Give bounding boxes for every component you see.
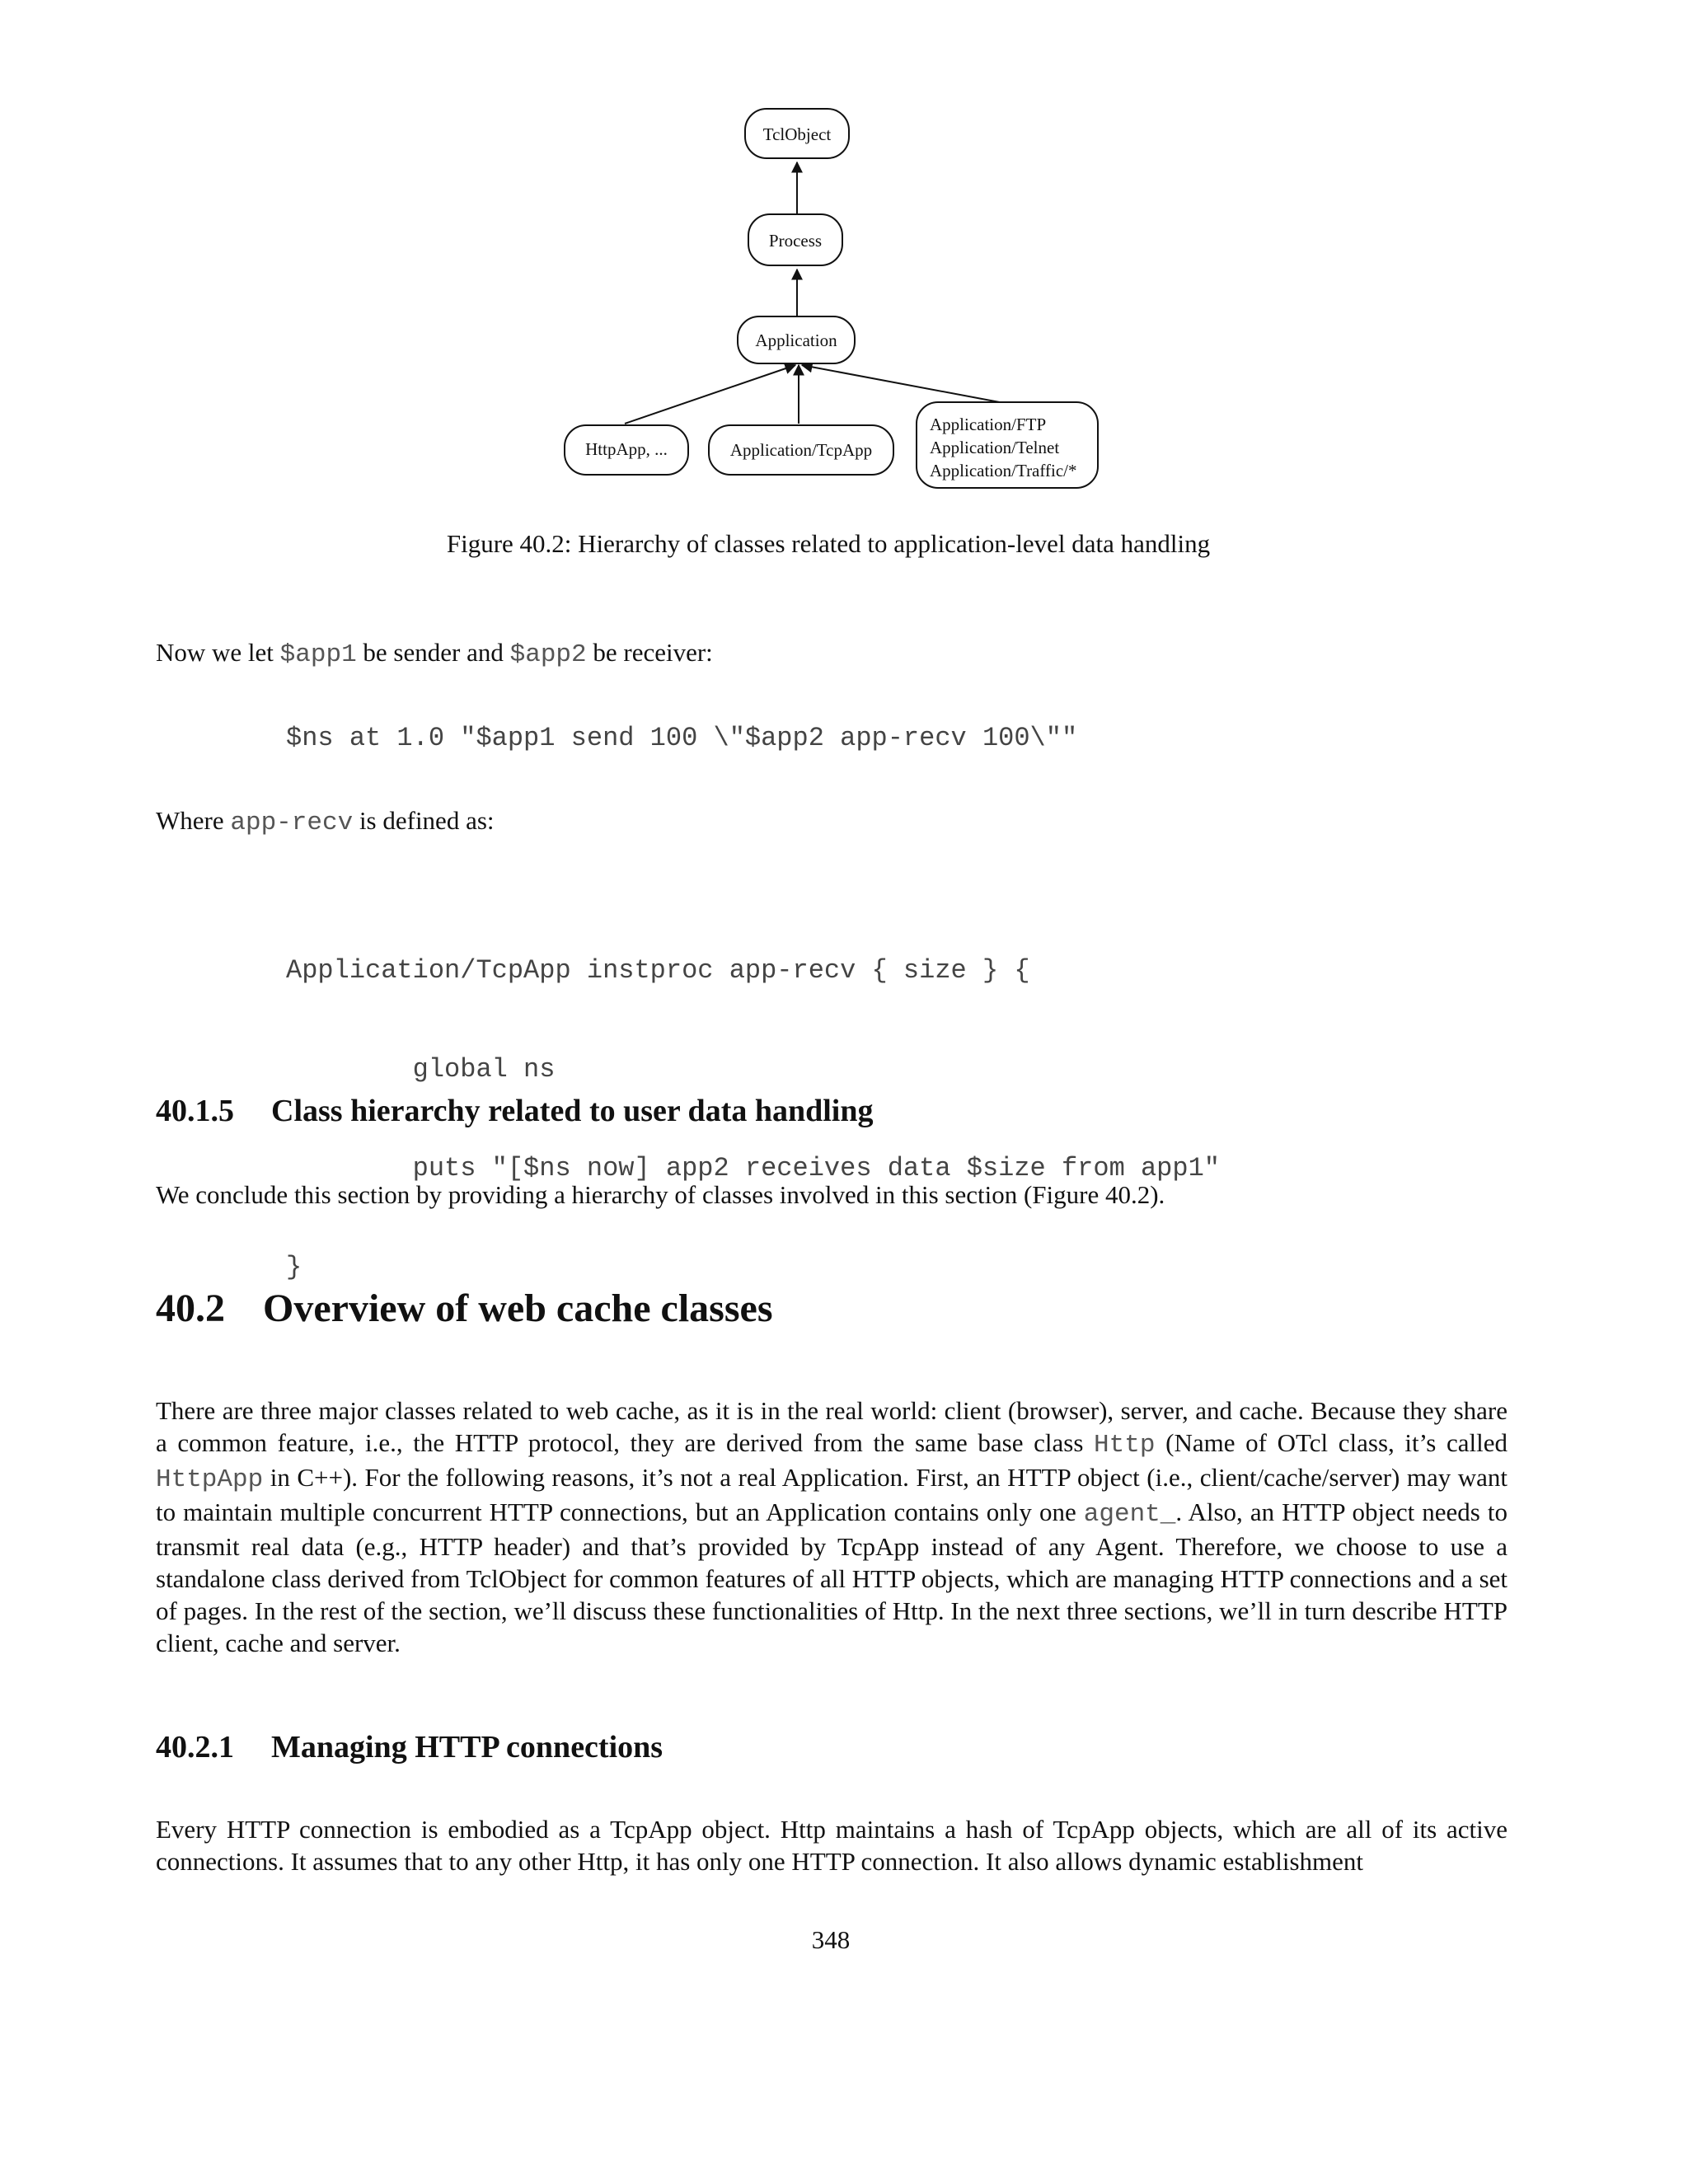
svg-text:TclObject: TclObject xyxy=(762,124,832,144)
paragraph-text: (Name of OTcl class, it’s called xyxy=(1165,1428,1507,1457)
node-other-applications xyxy=(917,402,1098,488)
svg-text:Application/Traffic/*: Application/Traffic/* xyxy=(930,461,1077,480)
svg-text:Application/FTP: Application/FTP xyxy=(930,415,1047,434)
figure-caption: Figure 40.2: Hierarchy of classes related to application-level data handling xyxy=(446,529,1211,558)
code-line: puts "[$ns now] app2 receives data $size from app1" xyxy=(286,1153,1220,1183)
code-line: } xyxy=(286,1252,302,1282)
where-text-1: Where xyxy=(156,806,224,835)
section-heading-40-2 xyxy=(156,1286,773,1331)
section-heading-40-2-1 xyxy=(156,1729,663,1765)
paragraph-text: There are three major classes related to web cache, as it is in the real world: client (browser), server, and cache. Because they share a common feature, i.e., the HTTP protocol, they are derived from the same base class xyxy=(156,1396,1507,1457)
code-line: Application/TcpApp instproc app-recv { size } { xyxy=(286,955,1030,986)
code-line: global ns xyxy=(286,1054,556,1085)
section-number: 40.1.5 xyxy=(156,1094,234,1128)
code-block-send: $ns at 1.0 "$app1 send 100 \"$app2 app-recv 100\"" xyxy=(286,723,1078,753)
section-number: 40.2.1 xyxy=(156,1730,234,1765)
section-title: Managing HTTP connections xyxy=(271,1730,663,1765)
section-number: 40.2 xyxy=(156,1286,225,1330)
node-tclobject xyxy=(745,109,849,158)
section-title: Overview of web cache classes xyxy=(263,1286,773,1330)
intro-text-3: be receiver: xyxy=(593,638,713,667)
class-hierarchy-diagram xyxy=(0,0,1688,511)
paragraph-text: . Also, an HTTP object needs to transmit real data (e.g., HTTP header) and that’s provided by TcpApp instead of any Agent. Therefore, we choose to use a standalone class derived from TclObject for common features of all HTTP objects, which are managing HTTP connections and a set of pages. In the rest of the section, we’ll discuss these functionalities of Http. In the next three sections, we’ll in turn describe HTTP client, cache and server. xyxy=(156,1497,1508,1657)
svg-text:Application: Application xyxy=(755,330,837,350)
page-number: 348 xyxy=(811,1925,851,1954)
intro-paragraph xyxy=(156,636,1507,671)
where-text-2: is defined as: xyxy=(359,806,495,835)
svg-text:Process: Process xyxy=(768,231,823,251)
inline-code-app-recv: app-recv xyxy=(230,808,354,837)
inline-code-httpapp: HttpApp xyxy=(156,1465,264,1494)
node-application xyxy=(738,316,855,363)
inline-code-app2: $app2 xyxy=(509,640,587,669)
paragraph-text: in C++). For the following reasons, it’s not a real Application. First, an HTTP object (i.e., client/cache/server) may want to maintain multiple concurrent HTTP connections, but an Application contains only one xyxy=(156,1463,1507,1526)
section-40-2-paragraph xyxy=(156,1394,1507,1659)
svg-text:Application/TcpApp: Application/TcpApp xyxy=(729,440,873,460)
svg-text:Application/Telnet: Application/Telnet xyxy=(930,438,1060,457)
section-title: Class hierarchy related to user data handling xyxy=(271,1094,874,1128)
intro-text-2: be sender and xyxy=(363,638,504,667)
inline-code-agent: agent_ xyxy=(1083,1500,1176,1529)
section-40-2-1-paragraph: Every HTTP connection is embodied as a TcpApp object. Http maintains a hash of TcpApp objects, which are all of its active connections. It assumes that to any other Http, it has only one HTTP connection. It also allows dynamic establishment xyxy=(156,1815,1507,1876)
node-httpapp xyxy=(565,425,688,475)
inline-code-http: Http xyxy=(1094,1431,1156,1460)
section-heading-40-1-5 xyxy=(156,1093,874,1129)
edge-other-apps-to-application xyxy=(802,365,1004,403)
section-40-1-5-paragraph: We conclude this section by providing a hierarchy of classes involved in this section (Figure 40.2). xyxy=(156,1180,1165,1209)
intro-text-1: Now we let xyxy=(156,638,274,667)
edge-httpapp-to-application xyxy=(625,365,795,424)
where-paragraph xyxy=(156,804,1507,839)
inline-code-app1: $app1 xyxy=(279,640,357,669)
node-tcpapp xyxy=(709,425,893,475)
node-process xyxy=(748,214,842,265)
svg-text:HttpApp, ...: HttpApp, ... xyxy=(585,439,668,459)
